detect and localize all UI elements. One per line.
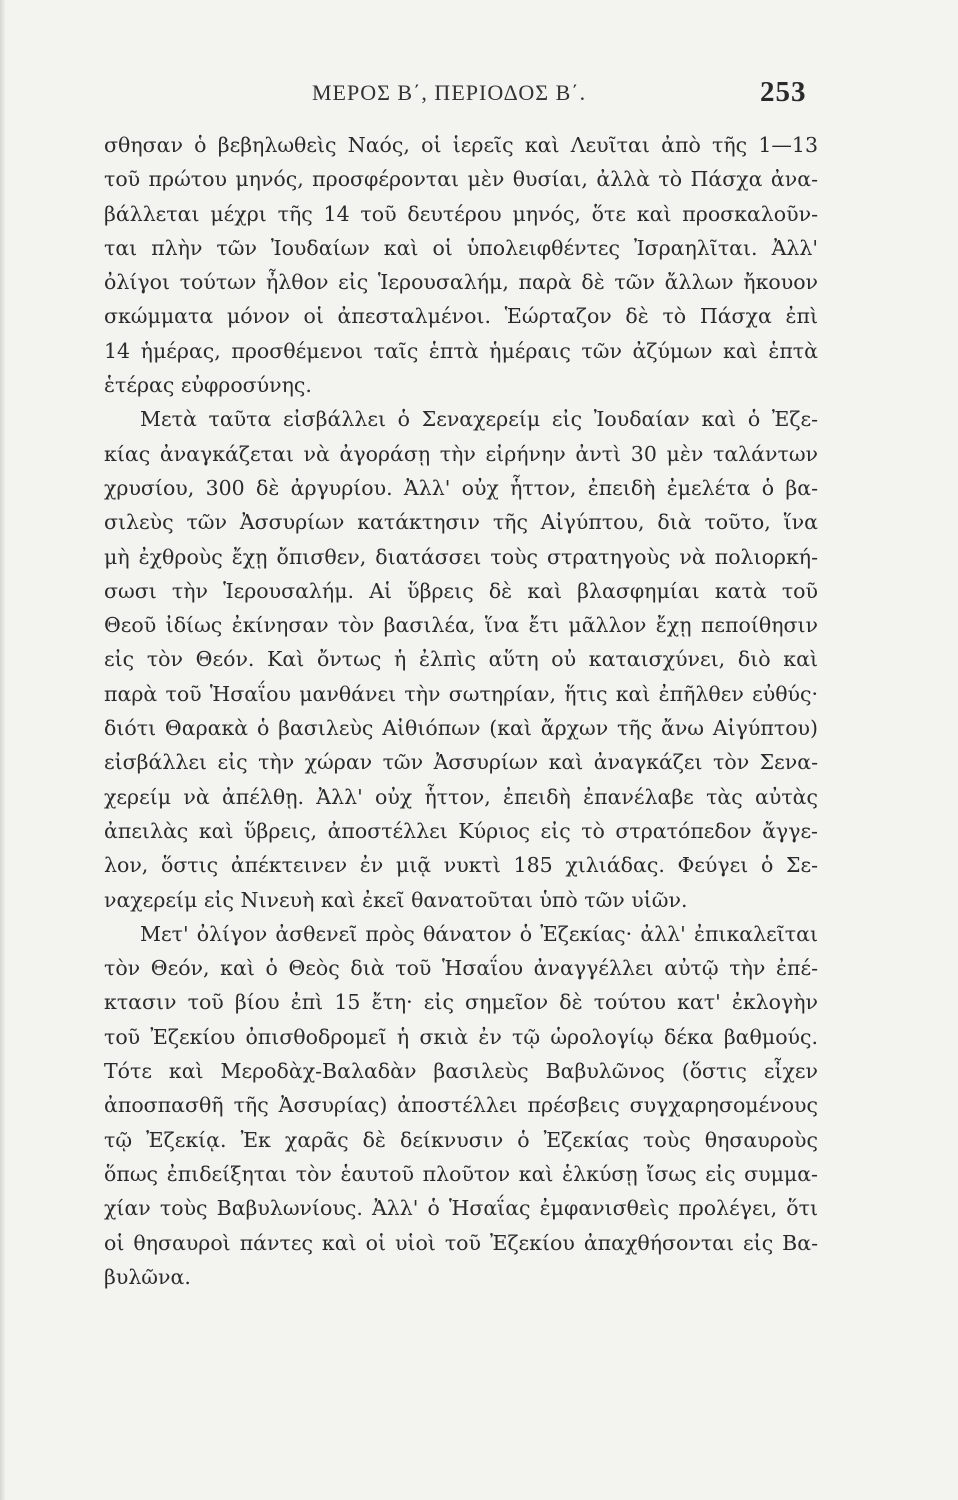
paragraph-1 (104, 128, 818, 402)
text-line: εἰσβάλλει εἰς τὴν χώραν τῶν Ἀσσυρίων καὶ ἀναγκάζει τὸν Σενα- (104, 750, 818, 775)
text-line: Τότε καὶ Μεροδὰχ-Βαλαδὰν βασιλεὺς Βαβυλῶνος (ὅστις εἶχεν (104, 1059, 818, 1084)
text-line: σιλεὺς τῶν Ἀσσυρίων κατάκτησιν τῆς Αἰγύπτου, διὰ τοῦτο, ἵνα (104, 510, 818, 535)
page-number: 253 (760, 76, 807, 108)
text-line: Μετ' ὀλίγον ἀσθενεῖ πρὸς θάνατον ὁ Ἐζεκίας· ἀλλ' ἐπικαλεῖται (140, 921, 818, 946)
text-line: χερείμ νὰ ἀπέλθῃ. Ἀλλ' οὐχ ἧττον, ἐπειδὴ ἐπανέλαβε τὰς αὐτὰς (104, 784, 818, 809)
text-line: τοῦ πρώτου μηνός, προσφέρονται μὲν θυσίαι, ἀλλὰ τὸ Πάσχα ἀνα- (104, 167, 818, 192)
text-line: κτασιν τοῦ βίου ἐπὶ 15 ἔτη· εἰς σημεῖον δὲ τούτου κατ' ἐκλογὴν (104, 990, 818, 1015)
text-line: λον, ὅστις ἀπέκτεινεν ἐν μιᾷ νυκτὶ 185 χιλιάδας. Φεύγει ὁ Σε- (104, 853, 818, 878)
text-line: εἰς τὸν Θεόν. Καὶ ὄντως ἡ ἐλπὶς αὕτη οὐ καταισχύνει, διὸ καὶ (104, 647, 818, 672)
text-line: ἀποσπασθῆ τῆς Ἀσσυρίας) ἀποστέλλει πρέσβεις συγχαρησομένους (104, 1093, 818, 1118)
text-line: διότι Θαρακὰ ὁ βασιλεὺς Αἰθιόπων (καὶ ἄρχων τῆς ἄνω Αἰγύπτου) (104, 716, 818, 741)
text-line: βυλῶνα. (104, 1264, 191, 1289)
text-line: Θεοῦ ἰδίως ἐκίνησαν τὸν βασιλέα, ἵνα ἔτι μᾶλλον ἔχῃ πεποίθησιν (104, 613, 818, 638)
paragraph-2 (104, 402, 818, 916)
text-line: χρυσίου, 300 δὲ ἀργυρίου. Ἀλλ' οὐχ ἧττον, ἐπειδὴ ἐμελέτα ὁ βα- (104, 475, 818, 500)
text-line: ται πλὴν τῶν Ἰουδαίων καὶ οἱ ὑπολειφθέντες Ἰσραηλῖται. Ἀλλ' (104, 235, 818, 260)
text-line: ἑτέρας εὐφροσύνης. (104, 373, 312, 398)
text-line: τὸν Θεόν, καὶ ὁ Θεὸς διὰ τοῦ Ἡσαΐου ἀναγγέλλει αὐτῷ τὴν ἐπέ- (104, 956, 818, 981)
text-line: Μετὰ ταῦτα εἰσβάλλει ὁ Σεναχερείμ εἰς Ἰουδαίαν καὶ ὁ Ἐζε- (140, 407, 818, 432)
text-line: τοῦ Ἐζεκίου ὀπισθοδρομεῖ ἡ σκιὰ ἐν τῷ ὡρολογίῳ δέκα βαθμούς. (104, 1024, 818, 1049)
text-line: βάλλεται μέχρι τῆς 14 τοῦ δευτέρου μηνός, ὅτε καὶ προσκαλοῦν- (104, 201, 818, 226)
text-line: κίας ἀναγκάζεται νὰ ἀγοράσῃ τὴν εἰρήνην ἀντὶ 30 μὲν ταλάντων (104, 441, 818, 466)
text-line: ἀπειλὰς καὶ ὕβρεις, ἀποστέλλει Κύριος εἰς τὸ στρατόπεδον ἄγγε- (104, 818, 818, 843)
running-header (0, 74, 958, 114)
text-line: σωσι τὴν Ἱερουσαλήμ. Αἱ ὕβρεις δὲ καὶ βλασφημίαι κατὰ τοῦ (104, 578, 818, 603)
page-edge-shadow (0, 0, 6, 1500)
text-line: μὴ ἐχθροὺς ἔχῃ ὄπισθεν, διατάσσει τοὺς στρατηγοὺς νὰ πολιορκή- (104, 544, 818, 569)
text-line: παρὰ τοῦ Ἡσαΐου μανθάνει τὴν σωτηρίαν, ἥτις καὶ ἐπῆλθεν εὐθύς· (104, 681, 818, 706)
text-line: ὅπως ἐπιδείξηται τὸν ἑαυτοῦ πλοῦτον καὶ ἑλκύσῃ ἴσως εἰς συμμα- (104, 1161, 818, 1186)
text-line: ναχερείμ εἰς Νινευὴ καὶ ἐκεῖ θανατοῦται ὑπὸ τῶν υἱῶν. (104, 887, 688, 912)
paragraph-3 (104, 917, 818, 1294)
text-line: χίαν τοὺς Βαβυλωνίους. Ἀλλ' ὁ Ἡσαΐας ἐμφανισθεὶς προλέγει, ὅτι (104, 1196, 818, 1221)
body-text (104, 128, 818, 1294)
text-line: ὀλίγοι τούτων ἦλθον εἰς Ἱερουσαλήμ, παρὰ δὲ τῶν ἄλλων ἤκουον (104, 270, 818, 295)
running-title: ΜΕΡΟΣ Β΄, ΠΕΡΙΟΔΟΣ Β΄. (312, 80, 587, 105)
text-line: σκώμματα μόνον οἱ ἀπεσταλμένοι. Ἑώρταζον δὲ τὸ Πάσχα ἐπὶ (104, 304, 818, 329)
text-line: σθησαν ὁ βεβηλωθεὶς Ναός, οἱ ἱερεῖς καὶ Λευῖται ἀπὸ τῆς 1—13 (104, 133, 818, 157)
text-line: οἱ θησαυροὶ πάντες καὶ οἱ υἱοὶ τοῦ Ἐζεκίου ἀπαχθήσονται εἰς Βα- (104, 1230, 818, 1255)
text-line: 14 ἡμέρας, προσθέμενοι ταῖς ἑπτὰ ἡμέραις τῶν ἀζύμων καὶ ἑπτὰ (104, 338, 818, 363)
text-line: τῷ Ἐζεκίᾳ. Ἐκ χαρᾶς δὲ δείκνυσιν ὁ Ἐζεκίας τοὺς θησαυροὺς (104, 1127, 818, 1152)
